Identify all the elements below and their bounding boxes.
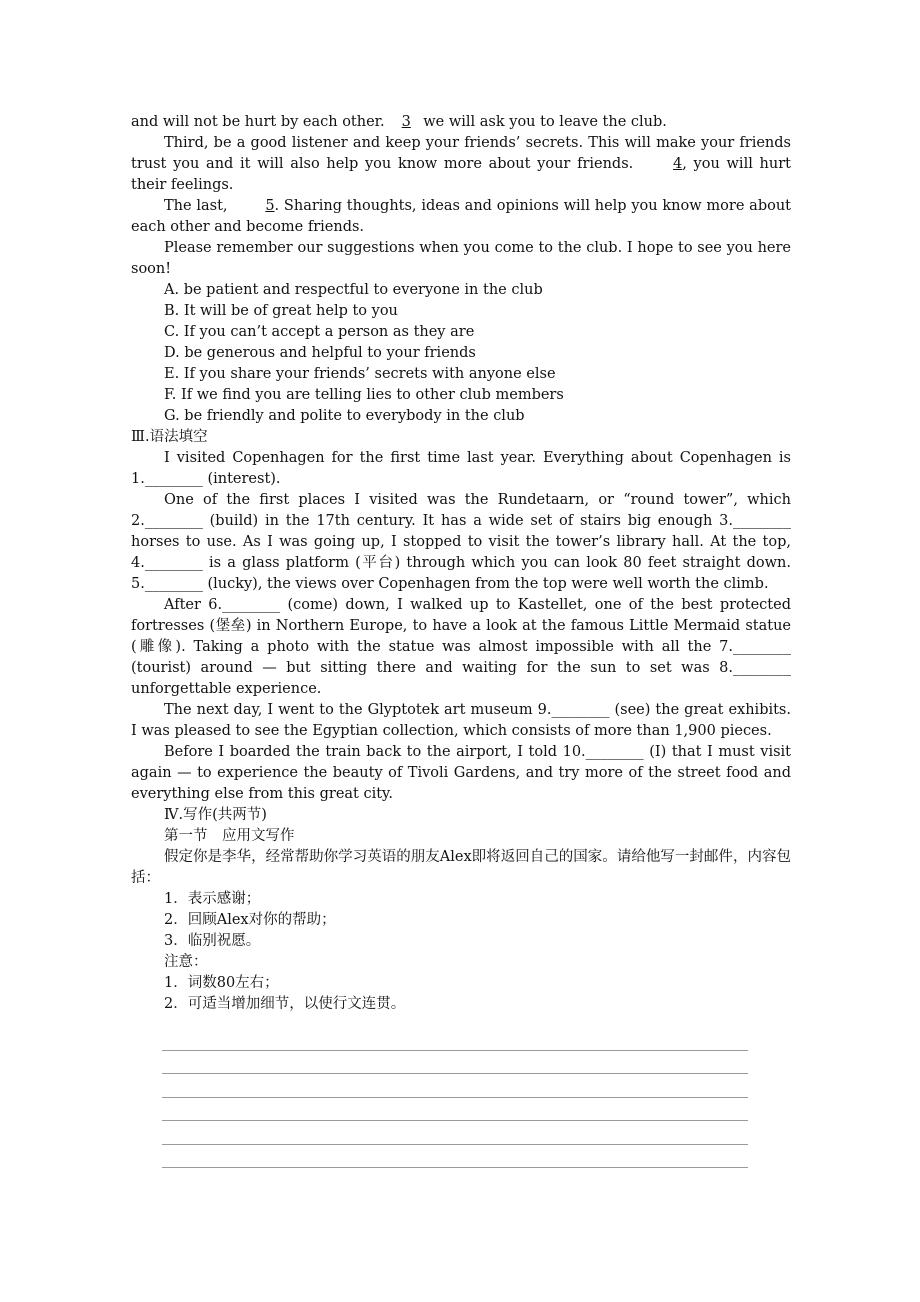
answer-line[interactable] [162, 1145, 748, 1169]
answer-blank-4[interactable]: 4 [672, 156, 683, 172]
reading-paragraph-2: Third, be a good listener and keep your friends’ secrets. This will make your friends trust you and it will also help you know more about your friends. 4, you will hurt their feelings. [131, 135, 791, 193]
answer-line[interactable] [162, 1074, 748, 1098]
worksheet-page [131, 112, 791, 1168]
answer-line[interactable] [162, 1098, 748, 1122]
answer-blank-5[interactable]: 5 [265, 198, 275, 214]
answer-line[interactable] [162, 1051, 748, 1075]
option-c: C. If you can’t accept a person as they are [164, 324, 475, 340]
option-f: F. If we find you are telling lies to other club members [164, 387, 564, 403]
grammar-paragraph-4: The next day, I went to the Glyptotek art museum 9.________ (see) the great exhibits. I was pleased to see the Egyptian collection, which consists of more than 1,900 pieces. [131, 702, 791, 739]
writing-note-2: 2．可适当增加细节，以使行文连贯。 [164, 996, 406, 1012]
reading-paragraph-3: The last, 5. Sharing thoughts, ideas and opinions will help you know more about each other and become friends. [131, 198, 792, 235]
writing-point-1: 1．表示感谢； [164, 891, 261, 907]
option-a: A. be patient and respectful to everyone in the club [164, 282, 543, 298]
writing-section-title: 第一节 应用文写作 [164, 828, 295, 844]
grammar-paragraph-1: I visited Copenhagen for the first time last year. Everything about Copenhagen is 1.________ (interest). [131, 450, 791, 487]
option-d: D. be generous and helpful to your friends [164, 345, 476, 361]
writing-prompt: 假定你是李华，经常帮助你学习英语的朋友Alex即将返回自己的国家。请给他写一封邮件，内容包括： [131, 849, 791, 886]
grammar-paragraph-3: After 6.________ (come) down, I walked up to Kastellet, one of the best protected fortresses (堡垒) in Northern Europe, to have a look at the famous Little Mermaid statue (雕像). Taking a photo with the statue was almost impossible with all the 7.________ (tourist) around — but sitting there and waiting for the sun to set was 8.________ unforgettable experience. [131, 597, 791, 697]
writing-note-1: 1．词数80左右； [164, 975, 279, 991]
option-g: G. be friendly and polite to everybody in the club [164, 408, 525, 424]
grammar-paragraph-5: Before I boarded the train back to the airport, I told 10.________ (I) that I must visit again — to experience the beauty of Tivoli Gardens, and try more of the street food and everything else from this great city. [131, 744, 791, 802]
writing-heading: Ⅳ.写作(共两节) [164, 807, 267, 823]
writing-note-label: 注意： [164, 954, 208, 970]
grammar-paragraph-2: One of the first places I visited was the Rundetaarn, or “round tower”, which 2.________ (build) in the 17th century. It has a wide set of stairs big enough 3.________ horses to use. As I was going up, I stopped to visit the tower’s library hall. At the top, 4.________ is a glass platform (平台) through which you can look 80 feet straight down. 5.________ (lucky), the views over Copenhagen from the top were well worth the climb. [131, 492, 791, 592]
answer-line[interactable] [162, 1027, 748, 1051]
reading-paragraph-4: Please remember our suggestions when you come to the club. I hope to see you here soon! [131, 240, 791, 277]
grammar-heading: Ⅲ.语法填空 [131, 429, 208, 445]
writing-point-2: 2．回顾Alex对你的帮助； [164, 912, 336, 928]
option-b: B. It will be of great help to you [164, 303, 398, 319]
option-e: E. If you share your friends’ secrets with anyone else [164, 366, 556, 382]
writing-point-3: 3．临别祝愿。 [164, 933, 261, 949]
answer-blank-3[interactable]: 3 [401, 114, 411, 130]
answer-line[interactable] [162, 1121, 748, 1145]
reading-paragraph-1: and will not be hurt by each other. 3 we will ask you to leave the club. [131, 112, 791, 133]
answer-writing-area[interactable] [162, 1027, 748, 1168]
